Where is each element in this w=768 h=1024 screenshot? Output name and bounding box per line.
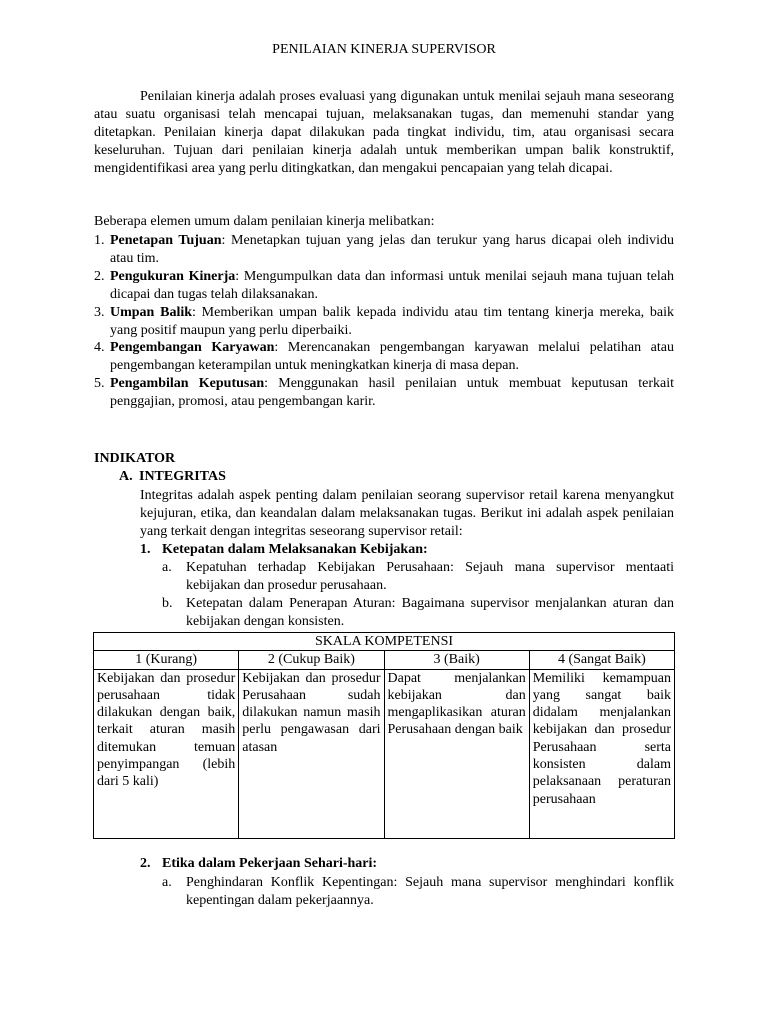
subsection-2-items: [162, 874, 674, 910]
sub-item-text: Penghindaran Konflik Kepentingan: Sejauh mana supervisor menghindari konflik kepentingan dalam pekerjaannya.: [186, 875, 674, 908]
list-desc: : Menetapkan tujuan yang jelas dan terukur yang harus dicapai oleh individu atau tim.: [110, 233, 674, 266]
intro-paragraph: Penilaian kinerja adalah proses evaluasi yang digunakan untuk menilai sejauh mana seseorang atau suatu organisasi telah mencapai tujuan, melaksanakan tugas, dan memenuhi standar yang ditetapkan. Penilaian kinerja dapat dilakukan pada tingkat individu, tim, atau organisasi secara keseluruhan. Tujuan dari penilaian kinerja adalah untuk memberikan umpan balik konstruktif, mengidentifikasi area yang perlu ditingkatkan, dan mengakui pencapaian yang telah dicapai.: [94, 89, 674, 176]
section-a-description: Integritas adalah aspek penting dalam penilaian seorang supervisor retail karena menyangkut kejujuran, etika, dan keandalan dalam melaksanakan tugas. Berikut ini adalah aspek penilaian yang terkait dengan integritas seseorang supervisor retail:: [140, 488, 674, 539]
table-header: SKALA KOMPETENSI: [94, 633, 675, 651]
list-term: Umpan Balik: [110, 304, 193, 320]
sub-item: [162, 595, 674, 631]
indikator-heading: INDIKATOR: [94, 451, 176, 466]
elements-intro: Beberapa elemen umum dalam penilaian kinerja melibatkan:: [94, 214, 435, 229]
list-desc: : Mengumpulkan data dan informasi untuk menilai sejauh mana tujuan telah dicapai dan tugas telah dilaksanakan.: [110, 268, 675, 302]
section-a-heading: [119, 468, 226, 486]
list-number: 5.: [94, 376, 105, 392]
page-title: PENILAIAN KINERJA SUPERVISOR: [272, 42, 496, 57]
list-item: [94, 339, 674, 375]
sub-item-text: Kepatuhan terhadap Kebijakan Perusahaan: Sejauh mana supervisor mentaati kebijakan dan prosedur perusahaan.: [186, 560, 674, 593]
competency-scale-table: [93, 632, 675, 839]
table-cell: Dapat menjalankan kebijakan dan mengaplikasikan aturan Perusahaan dengan baik: [384, 669, 529, 838]
sub-item-letter: a.: [162, 560, 172, 575]
list-term: Penetapan Tujuan: [110, 233, 222, 248]
list-item: [94, 375, 674, 411]
elements-list: [94, 232, 674, 411]
subsection-number: 1.: [140, 542, 151, 557]
table-column-header: 2 (Cukup Baik): [239, 651, 384, 669]
sub-item-letter: a.: [162, 875, 172, 890]
section-letter: A.: [119, 469, 133, 484]
sub-item-letter: b.: [162, 595, 173, 611]
list-number: 4.: [94, 340, 105, 356]
sub-item: [162, 559, 674, 595]
list-term: Pengambilan Keputusan: [110, 376, 265, 392]
list-desc: : Merencanakan pengembangan karyawan melalui pelatihan atau pengembangan keterampilan untuk meningkatkan kinerja di masa depan.: [110, 340, 674, 374]
list-term: Pengembangan Karyawan: [110, 340, 275, 356]
list-number: 3.: [94, 304, 105, 320]
subsection-number: 2.: [140, 856, 151, 871]
list-item: [94, 232, 674, 268]
list-item: [94, 304, 674, 340]
table-cell: Kebijakan dan prosedur perusahaan tidak dilakukan dengan baik, terkait aturan masih ditemukan temuan penyimpangan (lebih dari 5 kali): [94, 669, 239, 838]
section-title: INTEGRITAS: [139, 469, 226, 484]
subsection-2-heading: [140, 855, 377, 873]
list-number: 2.: [94, 268, 105, 284]
subsection-1-items: [162, 559, 674, 631]
subsection-title: Etika dalam Pekerjaan Sehari-hari:: [162, 856, 378, 871]
table-row: [94, 669, 675, 838]
list-desc: : Memberikan umpan balik kepada individu atau tim tentang kinerja mereka, baik yang positif maupun yang perlu diperbaiki.: [110, 304, 675, 338]
table-column-header: 4 (Sangat Baik): [529, 651, 674, 669]
subsection-title: Ketepatan dalam Melaksanakan Kebijakan:: [162, 542, 428, 557]
table-column-header: 1 (Kurang): [94, 651, 239, 669]
list-item: [94, 268, 674, 304]
table-cell: Memiliki kemampuan yang sangat baik didalam menjalankan kebijakan dan prosedur Perusahaan serta konsisten dalam pelaksanaan peraturan perusahaan: [529, 669, 674, 838]
list-term: Pengukuran Kinerja: [110, 268, 236, 284]
sub-item-text: Ketepatan dalam Penerapan Aturan: Bagaimana supervisor menjalankan aturan dan kebijakan dengan konsisten.: [186, 595, 674, 629]
list-number: 1.: [94, 233, 105, 248]
table-cell: Kebijakan dan prosedur Perusahaan sudah dilakukan namun masih perlu pengawasan dari atasan: [239, 669, 384, 838]
sub-item: [162, 874, 674, 910]
subsection-1-heading: [140, 541, 428, 559]
list-desc: : Menggunakan hasil penilaian untuk membuat keputusan terkait penggajian, promosi, atau pengembangan karir.: [110, 376, 674, 410]
table-column-header: 3 (Baik): [384, 651, 529, 669]
